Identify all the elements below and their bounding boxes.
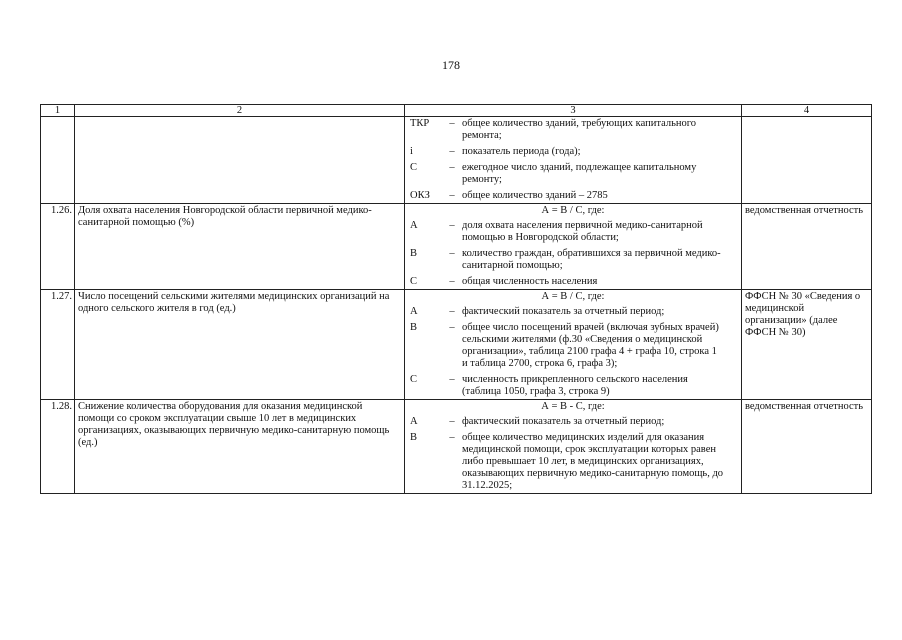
column-header: 1: [41, 105, 75, 117]
variable-dash: –: [449, 146, 455, 157]
variable-definition: [408, 432, 738, 492]
formula: А = В / С, где:: [541, 205, 605, 216]
column-header: 3: [405, 105, 742, 117]
variable-description: общее количество зданий, требующих капитального ремонта;: [462, 118, 697, 141]
table-row: [41, 204, 872, 290]
data-source: ведомственная отчетность: [742, 204, 872, 290]
calculation-method: [405, 204, 742, 290]
column-header: 2: [75, 105, 405, 117]
variable-definition: [408, 322, 738, 370]
variable-description: общая численность населения: [462, 276, 598, 287]
indicator-number: 1.26.: [41, 204, 75, 290]
variable-definition: [408, 118, 738, 142]
variable-symbol: А: [410, 220, 418, 231]
variable-dash: –: [449, 220, 455, 231]
variable-symbol: С: [410, 276, 418, 287]
variable-symbol: В: [410, 322, 418, 333]
variable-definition: [408, 220, 738, 244]
indicators-table-wrapper: [40, 104, 871, 494]
variable-description: ежегодное число зданий, подлежащее капитальному ремонту;: [462, 162, 697, 185]
formula: А = В - С, где:: [541, 401, 605, 412]
variable-symbol: А: [410, 416, 418, 427]
variable-dash: –: [449, 118, 455, 129]
variable-dash: –: [449, 416, 455, 427]
variable-description: показатель периода (года);: [462, 146, 581, 157]
variable-dash: –: [449, 190, 455, 201]
variable-description: доля охвата населения первичной медико-санитарной помощью в Новгородской области;: [462, 220, 703, 243]
variable-dash: –: [449, 374, 455, 385]
indicator-name: Доля охвата населения Новгородской области первичной медико-санитарной помощью (%): [75, 204, 405, 290]
variable-description: количество граждан, обратившихся за первичной медико-санитарной помощью;: [462, 248, 721, 271]
page-number: 178: [442, 58, 460, 72]
variable-dash: –: [449, 162, 455, 173]
variable-dash: –: [449, 276, 455, 287]
data-source: ФФСН № 30 «Сведения о медицинской организации» (далее ФФСН № 30): [742, 290, 872, 400]
indicators-table: [40, 104, 872, 494]
variable-symbol: С: [410, 374, 418, 385]
calculation-method: [405, 117, 742, 204]
table-row: [41, 400, 872, 494]
indicator-name: Число посещений сельскими жителями медицинских организаций на одного сельского жителя в год (ед.): [75, 290, 405, 400]
table-body: [41, 105, 872, 494]
variable-symbol: i: [410, 146, 413, 157]
calculation-method: [405, 290, 742, 400]
variable-symbol: В: [410, 248, 418, 259]
variable-description: общее количество зданий – 2785: [462, 190, 608, 201]
variable-definition: [408, 374, 738, 398]
indicator-name: Снижение количества оборудования для оказания медицинской помощи со сроком эксплуатации свыше 10 лет в медицинских организациях, оказывающих первичную медико-санитарную помощь (ед.): [75, 400, 405, 494]
variable-dash: –: [449, 306, 455, 317]
indicator-number: [41, 117, 75, 204]
variable-definition: [408, 416, 738, 428]
data-source: ведомственная отчетность: [742, 400, 872, 494]
indicator-number: 1.28.: [41, 400, 75, 494]
variable-definition: [408, 162, 738, 186]
variable-definition: [408, 306, 738, 318]
formula: А = В / С, где:: [541, 291, 605, 302]
variable-description: общее число посещений врачей (включая зубных врачей) сельскими жителями (ф.30 «Сведения о медицинской организации», таблица 2100 графа 4 + графа 10, строка 1 и таблица 2700, строка 6, графа 3);: [462, 322, 719, 369]
variable-symbol: А: [410, 306, 418, 317]
table-row: [41, 290, 872, 400]
indicator-number: 1.27.: [41, 290, 75, 400]
table-row: [41, 117, 872, 204]
variable-dash: –: [449, 322, 455, 333]
data-source: [742, 117, 872, 204]
variable-symbol: ТКР: [410, 118, 430, 129]
variable-description: численность прикрепленного сельского населения (таблица 1050, графа 3, строка 9): [462, 374, 688, 397]
variable-definition: [408, 146, 738, 158]
variable-definition: [408, 276, 738, 288]
variable-dash: –: [449, 248, 455, 259]
column-header: 4: [742, 105, 872, 117]
variable-description: фактический показатель за отчетный период;: [462, 416, 665, 427]
variable-description: фактический показатель за отчетный период;: [462, 306, 665, 317]
variable-dash: –: [449, 432, 455, 443]
column-number-row: [41, 105, 872, 117]
variable-symbol: В: [410, 432, 418, 443]
variable-definition: [408, 190, 738, 202]
variable-symbol: ОКЗ: [410, 190, 430, 201]
variable-definition: [408, 248, 738, 272]
variable-description: общее количество медицинских изделий для оказания медицинской помощи, срок эксплуатации которых равен либо превышает 10 лет, в медицинских организациях, оказывающих первичную медико-санитарную помощь, до 31.12.2025;: [462, 432, 724, 491]
calculation-method: [405, 400, 742, 494]
variable-symbol: С: [410, 162, 418, 173]
indicator-name: [75, 117, 405, 204]
